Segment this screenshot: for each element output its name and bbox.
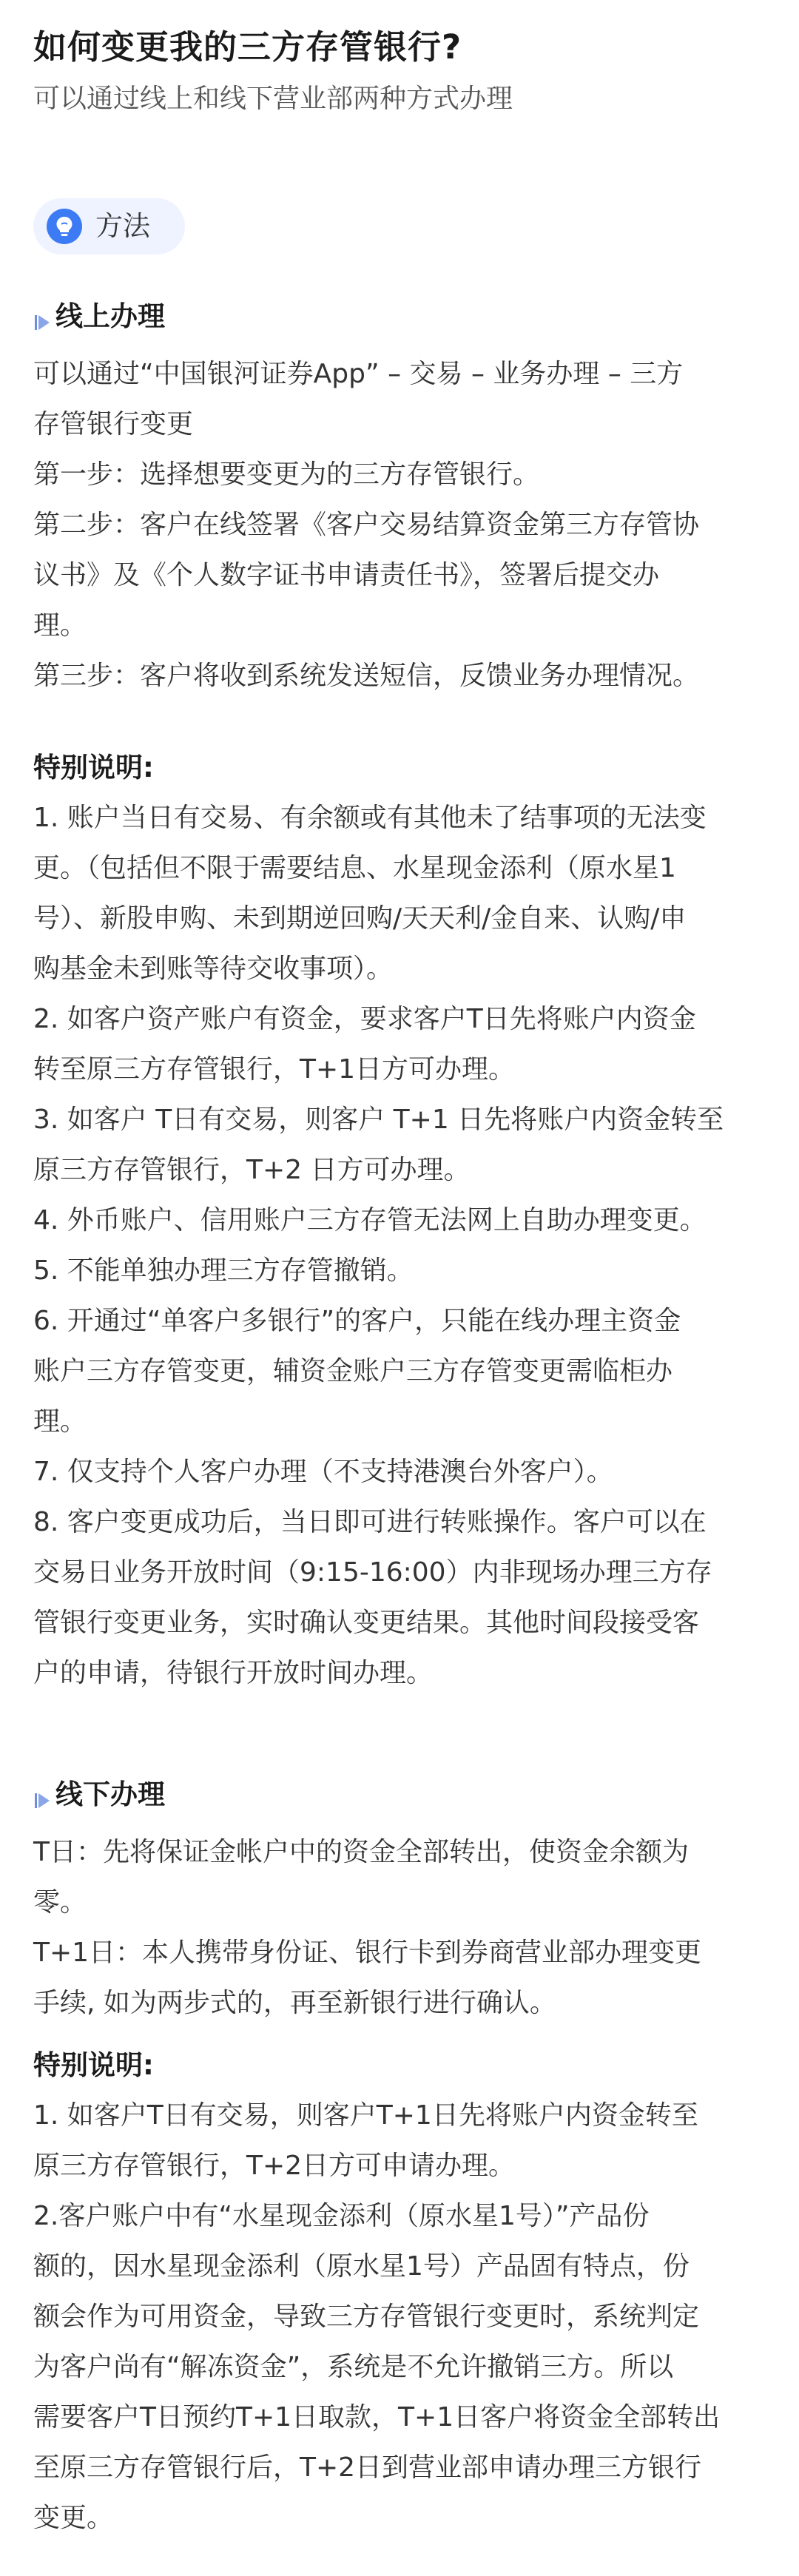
note-line: 理。 xyxy=(33,1406,87,1437)
note-line: 至原三方存管银行后，T+2日到营业部申请办理三方银行 xyxy=(33,2452,702,2483)
note-line: 1. 如客户T日有交易，则客户T+1日先将账户内资金转至 xyxy=(33,2100,698,2131)
online-heading-text: 线上办理 xyxy=(55,300,165,332)
note-line: 5. 不能单独办理三方存管撤销。 xyxy=(33,1255,414,1286)
note-line: 额的，因水星现金添利（原水星1号）产品固有特点，份 xyxy=(33,2251,690,2282)
offline-steps xyxy=(33,1827,766,2029)
method-label: 方法 xyxy=(95,210,150,242)
note-line: 账户三方存管变更，辅资金账户三方存管变更需临柜办 xyxy=(33,1356,673,1386)
offline-special-heading: 特别说明: xyxy=(33,2049,154,2081)
online-heading xyxy=(33,296,766,337)
note-line: 转至原三方存管银行，T+1日方可办理。 xyxy=(33,1054,516,1085)
note-line: 购基金未到账等待交收事项）。 xyxy=(33,954,394,984)
note-line: 额会作为可用资金，导致三方存管银行变更时，系统判定 xyxy=(33,2302,700,2332)
text-line: 存管银行变更 xyxy=(33,409,194,439)
note-line: 变更。 xyxy=(33,2503,114,2533)
text-line: T+1日：本人携带身份证、银行卡到券商营业部办理变更 xyxy=(33,1938,702,1968)
note-line: 交易日业务开放时间（9:15-16:00）内非现场办理三方存 xyxy=(33,1557,712,1588)
note-line: 4. 外币账户、信用账户三方存管无法网上自助办理变更。 xyxy=(33,1205,707,1235)
page-subtitle: 可以通过线上和线下营业部两种方式办理 xyxy=(33,84,513,114)
text-line: T日：先将保证金帐户中的资金全部转出，使资金余额为 xyxy=(33,1837,689,1867)
note-line: 为客户尚有“解冻资金”，系统是不允许撤销三方。所以 xyxy=(33,2352,674,2382)
text-line: 理。 xyxy=(33,610,87,641)
note-line: 1. 账户当日有交易、有余额或有其他未了结事项的无法变 xyxy=(33,803,707,833)
note-line: 3. 如客户 T日有交易，则客户 T+1 日先将账户内资金转至 xyxy=(33,1105,724,1135)
online-special-heading: 特别说明: xyxy=(33,752,154,783)
note-line: 需要客户T日预约T+1日取款，T+1日客户将资金全部转出 xyxy=(33,2402,721,2432)
section-marker-icon xyxy=(33,1783,53,1807)
note-line: 号）、新股申购、未到期逆回购/天天利/金自来、认购/申 xyxy=(33,903,687,934)
note-line: 8. 客户变更成功后，当日即可进行转账操作。客户可以在 xyxy=(33,1507,707,1537)
note-line: 管银行变更业务，实时确认变更结果。其他时间段接受客 xyxy=(33,1608,700,1638)
page-title: 如何变更我的三方存管银行? xyxy=(33,27,462,67)
note-line: 户的申请，待银行开放时间办理。 xyxy=(33,1658,434,1688)
note-line: 7. 仅支持个人客户办理（不支持港澳台外客户）。 xyxy=(33,1457,613,1487)
note-line: 原三方存管银行，T+2日方可申请办理。 xyxy=(33,2151,516,2181)
text-line: 第三步：客户将收到系统发送短信，反馈业务办理情况。 xyxy=(33,661,700,691)
method-tag xyxy=(33,198,185,254)
text-line: 议书》及《个人数字证书申请责任书》，签署后提交办 xyxy=(33,560,660,590)
text-line: 第二步：客户在线签署《客户交易结算资金第三方存管协 xyxy=(33,510,700,540)
note-line: 6. 开通过“单客户多银行”的客户，只能在线办理主资金 xyxy=(33,1306,681,1336)
offline-special-notes xyxy=(33,2091,766,2543)
lightbulb-icon xyxy=(47,209,82,244)
text-line: 可以通过“中国银河证券App” – 交易 – 业务办理 – 三方 xyxy=(33,359,684,389)
note-line: 更。（包括但不限于需要结息、水星现金添利（原水星1 xyxy=(33,853,676,883)
online-steps xyxy=(33,349,766,701)
offline-heading xyxy=(33,1774,766,1815)
offline-section xyxy=(33,1774,766,2543)
online-section xyxy=(33,296,766,1699)
section-marker-icon xyxy=(33,305,53,328)
note-line: 2. 如客户资产账户有资金，要求客户T日先将账户内资金 xyxy=(33,1004,696,1034)
text-line: 第一步：选择想要变更为的三方存管银行。 xyxy=(33,459,540,490)
note-line: 原三方存管银行，T+2 日方可办理。 xyxy=(33,1155,471,1185)
note-line: 2.客户账户中有“水星现金添利（原水星1号）”产品份 xyxy=(33,2201,650,2231)
text-line: 手续, 如为两步式的，再至新银行进行确认。 xyxy=(33,1988,556,2018)
text-line: 零。 xyxy=(33,1887,87,1918)
online-special-notes xyxy=(33,793,766,1699)
offline-heading-text: 线下办理 xyxy=(55,1778,165,1810)
